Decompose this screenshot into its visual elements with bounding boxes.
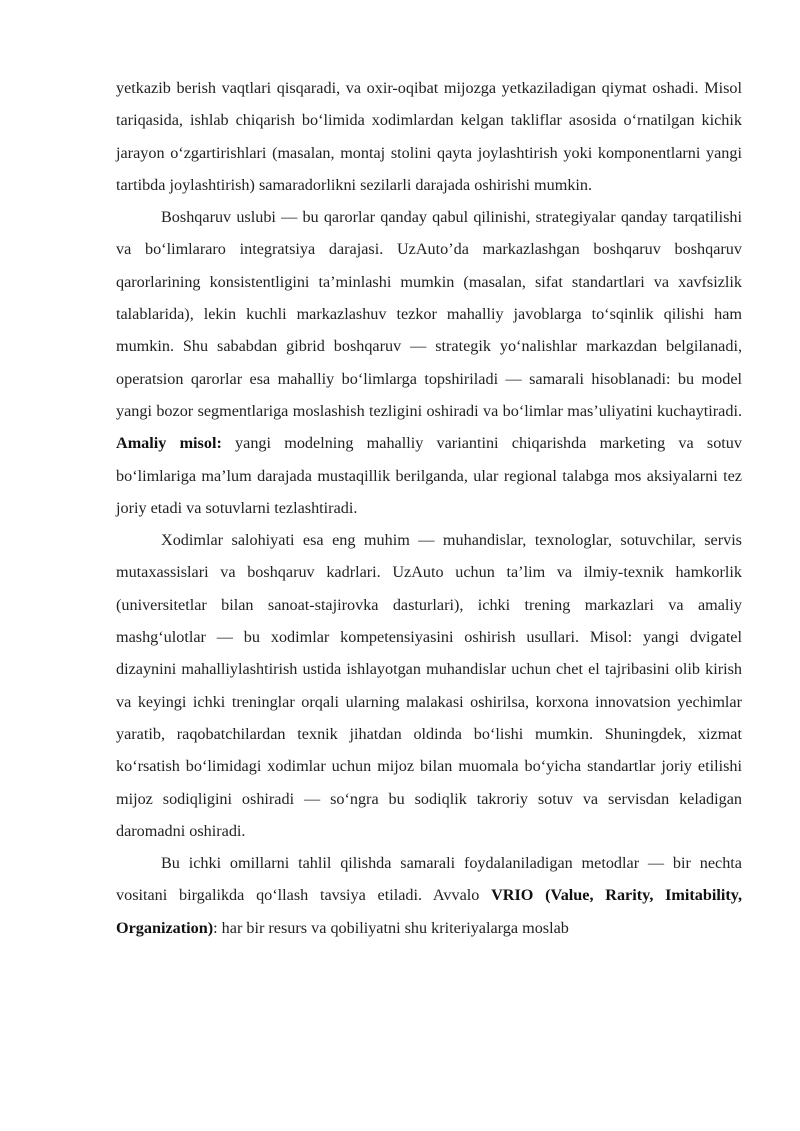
paragraph-3	[116, 524, 742, 847]
paragraph-4-after-bold: : har bir resurs va qobiliyatni shu kriteriyalarga moslab	[213, 918, 569, 937]
paragraph-4	[116, 847, 742, 944]
paragraph-1-text: yetkazib berish vaqtlari qisqaradi, va oxir-oqibat mijozga yetkaziladigan qiymat oshadi. Misol tariqasida, ishlab chiqarish bo‘limida xodimlardan kelgan takliflar asosida o‘rnatilgan kichik jarayon o‘zgartirishlari (masalan, montaj stolini qayta joylashtirish yoki komponentlarni yangi tartibda joylashtirish) samaradorlikni sezilarli darajada oshirishi mumkin.	[116, 79, 742, 194]
paragraph-3-text: Xodimlar salohiyati esa eng muhim — muhandislar, texnologlar, sotuvchilar, servis mutaxassislari va boshqaruv kadrlari. UzAuto uchun ta’lim va ilmiy-texnik hamkorlik (universitetlar bilan sanoat-stajirovka dasturlari), ichki trening markazlari va amaliy mashg‘ulotlar — bu xodimlar kompetensiyasini oshirish usullari. Misol: yangi dvigatel dizaynini mahalliylashtirish ustida ishlayotgan muhandislar uchun chet el tajribasini olib kirish va keyingi ichki treninglar orqali ularning malakasi oshirilsa, korxona innovatsion yechimlar yaratib, raqobatchilardan texnik jihatdan oldinda bo‘lishi mumkin. Shuningdek, xizmat ko‘rsatish bo‘limidagi xodimlar uchun mijoz bilan muomala bo‘yicha standartlar joriy etilishi mijoz sodiqligini oshiradi — so‘ngra bu sodiqlik takroriy sotuv va servisdan keladigan daromadni oshiradi.	[116, 531, 742, 840]
paragraph-2	[116, 201, 742, 524]
paragraph-1	[116, 72, 742, 201]
paragraph-2-text: Boshqaruv uslubi — bu qarorlar qanday qabul qilinishi, strategiyalar qanday tarqatilishi va bo‘limlararo integratsiya darajasi. UzAuto’da markazlashgan boshqaruv boshqaruv qarorlarining konsistentligini ta’minlashi mumkin (masalan, sifat standartlari va xavfsizlik talablarida), lekin kuchli markazlashuv tezkor mahalliy javoblarga to‘sqinlik qilishi ham mumkin. Shu sababdan gibrid boshqaruv — strategik yo‘nalishlar markazdan belgilanadi, operatsion qarorlar esa mahalliy bo‘limlarga topshiriladi — samarali hisoblanadi: bu model yangi bozor segmentlariga moslashish tezligini oshiradi va bo‘limlar mas’uliyatini kuchaytiradi.	[116, 208, 742, 420]
document-page	[116, 72, 742, 944]
paragraph-4-text: Bu ichki omillarni tahlil qilishda samarali foydalaniladigan metodlar — bir nechta vositani birgalikda qo‘llash tavsiya etiladi. Avvalo	[116, 854, 742, 905]
paragraph-2-after-bold: yangi modelning mahalliy variantini chiqarishda marketing va sotuv bo‘limlariga ma’lum darajada mustaqillik berilganda, ular regional talabga mos aksiyalarni tez joriy etadi va sotuvlarni tezlashtiradi.	[116, 434, 742, 517]
paragraph-4-bold-term: VRIO (Value, Rarity, Imitability, Organization)	[116, 886, 742, 937]
paragraph-2-bold-lead: Amaliy misol:	[116, 434, 222, 453]
